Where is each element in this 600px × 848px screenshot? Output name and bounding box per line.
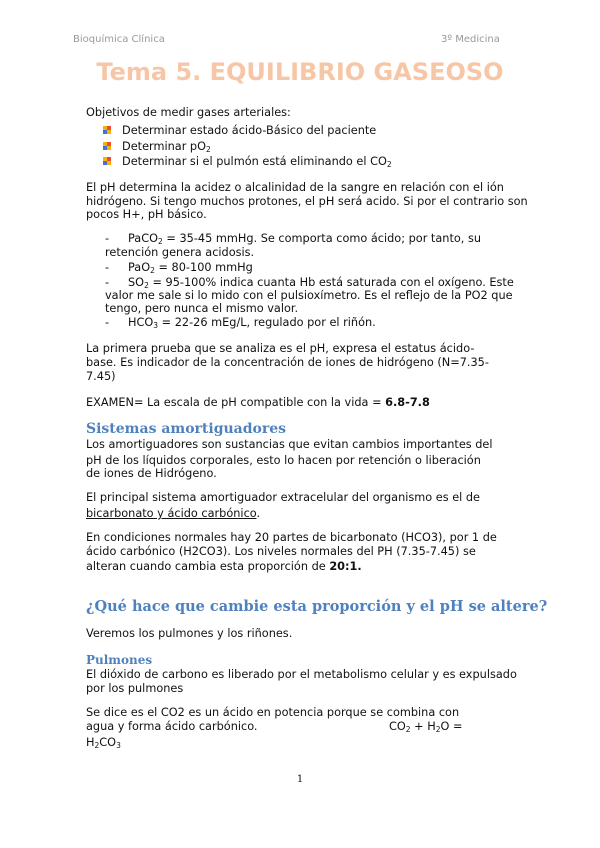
bullet-icon (103, 157, 112, 166)
paragraph-line: Los amortiguadores son sustancias que evitan cambios importantes del (86, 438, 493, 451)
bullet-icon (103, 126, 112, 135)
dash: - (105, 316, 110, 329)
paragraph-line: agua y forma ácido carbónico. (86, 720, 258, 733)
list-item: Determinar $pO_2$ (122, 140, 211, 154)
paragraph-line: pH de los líquidos corporales, esto lo hacen por retención o liberación (86, 454, 481, 467)
dash: - (105, 261, 110, 274)
paragraph-line: 7.45) (86, 370, 116, 383)
ph-paragraph-line: hidrógeno. Si tengo muchos protones, el pH será acido. Si por el contrario son (86, 195, 528, 208)
list-item: Determinar si el pulmón está eliminando el $CO_2$ (122, 155, 392, 169)
paco2-item-cont: retención genera acidosis. (105, 246, 255, 259)
paragraph-line: base. Es indicador de la concentración de iones de hidrógeno (N=7.35- (86, 356, 489, 369)
hco3-item: $HCO_3 = 22-26$ mEg/L, regulado por el riñón. (128, 316, 376, 330)
paragraph-line: alteran cuando cambia esta proporción de 20:1. (86, 560, 362, 573)
dash: - (105, 232, 110, 245)
header-year: 3º Medicina (441, 34, 500, 45)
page-title: Tema 5. EQUILIBRIO GASEOSO (96, 58, 504, 86)
paragraph-line: La primera prueba que se analiza es el pH, expresa el estatus ácido- (86, 342, 475, 355)
list-item: Determinar estado ácido-Básico del paciente (122, 124, 377, 137)
equation: $CO_2 + H_2O$ = (389, 720, 463, 734)
subheading-pulmones: Pulmones (86, 653, 153, 667)
paragraph-line: ácido carbónico (H2CO3). Los niveles normales del PH (7.35-7.45) se (86, 545, 476, 558)
paragraph-line: Veremos los pulmones y los riñones. (86, 627, 293, 640)
so2-item-cont: valor me sale si lo mido con el pulsioxímetro. Es el reflejo de la PO2 que (105, 289, 513, 302)
paco2-item: PaCO$_2$ = 35-45 mmHg. Se comporta como ácido; por tanto, su (128, 232, 482, 246)
paragraph-line: bicarbonato y ácido carbónico. (86, 507, 261, 520)
paragraph-line: El principal sistema amortiguador extracelular del organismo es el de (86, 491, 480, 504)
objectives-intro: Objetivos de medir gases arteriales: (86, 106, 291, 119)
paragraph-line: En condiciones normales hay 20 partes de bicarbonato (HCO3), por 1 de (86, 531, 497, 544)
section-heading-sistemas: Sistemas amortiguadores (86, 421, 287, 437)
ph-paragraph-line: pocos H+, pH básico. (86, 208, 207, 221)
page-number: 1 (296, 774, 304, 785)
pao2-item: PaO$_2$ = 80-100 mmHg (128, 261, 253, 275)
so2-item-cont: tengo, pero nunca el mismo valor. (105, 302, 299, 315)
paragraph-line: por los pulmones (86, 682, 184, 695)
equation-cont: $H_2CO_3$ (86, 736, 121, 750)
ph-paragraph-line: El pH determina la acidez o alcalinidad de la sangre en relación con el ión (86, 181, 504, 194)
so2-item: $SO_2 = 95-100\%$ indica cuanta Hb está saturada con el oxígeno. Este (128, 276, 514, 290)
exam-note: EXAMEN= La escala de pH compatible con la vida = 6.8-7.8 (86, 396, 430, 409)
section-heading-question: ¿Qué hace que cambie esta proporción y el pH se altere? (86, 598, 548, 615)
paragraph-line: Se dice es el CO2 es un ácido en potencia porque se combina con (86, 706, 460, 719)
dash: - (105, 276, 110, 289)
bullet-icon (103, 142, 112, 151)
paragraph-line: El dióxido de carbono es liberado por el metabolismo celular y es expulsado (86, 668, 517, 681)
paragraph-line: de iones de Hidrógeno. (86, 467, 217, 480)
header-course: Bioquímica Clínica (73, 34, 165, 45)
